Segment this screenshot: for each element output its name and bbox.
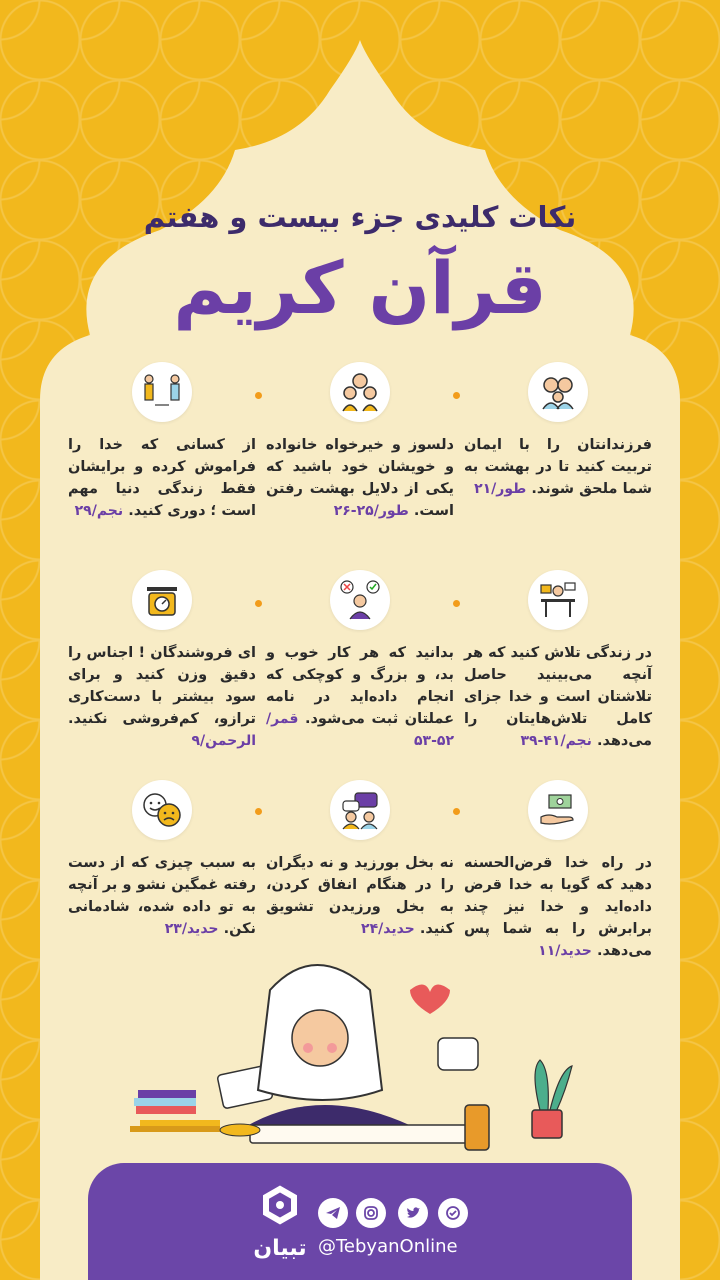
work-desk-icon: [528, 570, 588, 630]
tip-text: در راه خدا قرض‌الحسنه دهید که گویا به خدا قرض داده‌اید و خدا نیز چند برابرش را به شما پس می‌دهد.: [464, 855, 652, 959]
tip-card: [266, 570, 454, 752]
conversation-icon: [330, 780, 390, 840]
logo-text: تبیان: [253, 1236, 307, 1261]
tips-grid: [68, 362, 652, 962]
tip-reference: طور/۲۱: [474, 481, 527, 497]
scale-icon: [132, 570, 192, 630]
instagram-icon[interactable]: [356, 1198, 386, 1228]
tip-reference: حدید/۲۳: [164, 921, 219, 937]
tip-card: [266, 780, 454, 940]
tip-reference: حدید/۲۴: [361, 921, 415, 937]
tip-text: به سبب چیزی که از دست رفته غمگین نشو و بر آنچه به تو داده شده، شادمانی نکن.: [68, 855, 256, 937]
distance-icon: [132, 362, 192, 422]
tip-reference: الرحمن/۹: [191, 733, 256, 749]
separator-dot: [453, 808, 460, 815]
tip-text: از کسانی که خدا را فراموش کرده و برایشان فقط زندگی دنیا مهم است ؛ دوری کنید.: [68, 437, 256, 519]
relatives-icon: [330, 362, 390, 422]
telegram-icon[interactable]: [318, 1198, 348, 1228]
tip-card: [68, 780, 256, 940]
family-icon: [528, 362, 588, 422]
tip-text: نه بخل بورزید و نه دیگران را در هنگام انفاق کردن، به بخل ورزیدن تشویق کنید.: [266, 855, 454, 937]
tip-text: فرزندانتان را با ایمان تربیت کنید تا در بهشت به شما ملحق شوند.: [464, 437, 652, 497]
tip-card: [68, 362, 256, 522]
tip-text: دلسوز و خیرخواه خانواده و خویشان خود باشید که یکی از دلایل بهشت رفتن است.: [266, 437, 454, 519]
tip-reference: نجم/۲۹: [74, 503, 124, 519]
tip-text: در زندگی تلاش کنید که هر آنچه می‌بینید حاصل تلاشتان است و خدا جزای کامل تلاش‌هایتان را می‌دهد.: [464, 645, 652, 749]
tip-reference: حدید/۱۱: [538, 943, 592, 959]
tip-card: [464, 570, 652, 752]
reading-girl-illustration: [120, 960, 600, 1170]
tip-card: [464, 780, 652, 962]
separator-dot: [453, 392, 460, 399]
separator-dot: [255, 392, 262, 399]
emotions-icon: [132, 780, 192, 840]
page-title: قرآن کریم: [173, 246, 547, 330]
social-handle[interactable]: @TebyanOnline: [318, 1236, 458, 1257]
money-hand-icon: [528, 780, 588, 840]
subtitle: نکات کلیدی جزء بیست و هفتم: [143, 200, 577, 234]
tip-card: [68, 570, 256, 752]
tip-reference: طور/۲۵-۲۶: [333, 503, 409, 519]
tip-text: بدانید که هر کار خوب و بد، و بزرگ و کوچکی که انجام داده‌اید در نامه عملتان ثبت می‌شود.: [266, 645, 454, 727]
tip-text: ای فروشندگان ! اجناس را دقیق وزن کنید و برای سود بیشتر با دست‌کاری ترازو، کم‌فروشی نکنید.: [68, 645, 256, 727]
tip-card: [464, 362, 652, 500]
tip-card: [266, 362, 454, 522]
deeds-icon: [330, 570, 390, 630]
separator-dot: [255, 808, 262, 815]
twitter-icon[interactable]: [398, 1198, 428, 1228]
separator-dot: [453, 600, 460, 607]
check-icon[interactable]: [438, 1198, 468, 1228]
tip-reference: نجم/۴۱-۳۹: [520, 733, 592, 749]
separator-dot: [255, 600, 262, 607]
tip-reference: قمر/۵۲-۵۳: [266, 711, 454, 749]
